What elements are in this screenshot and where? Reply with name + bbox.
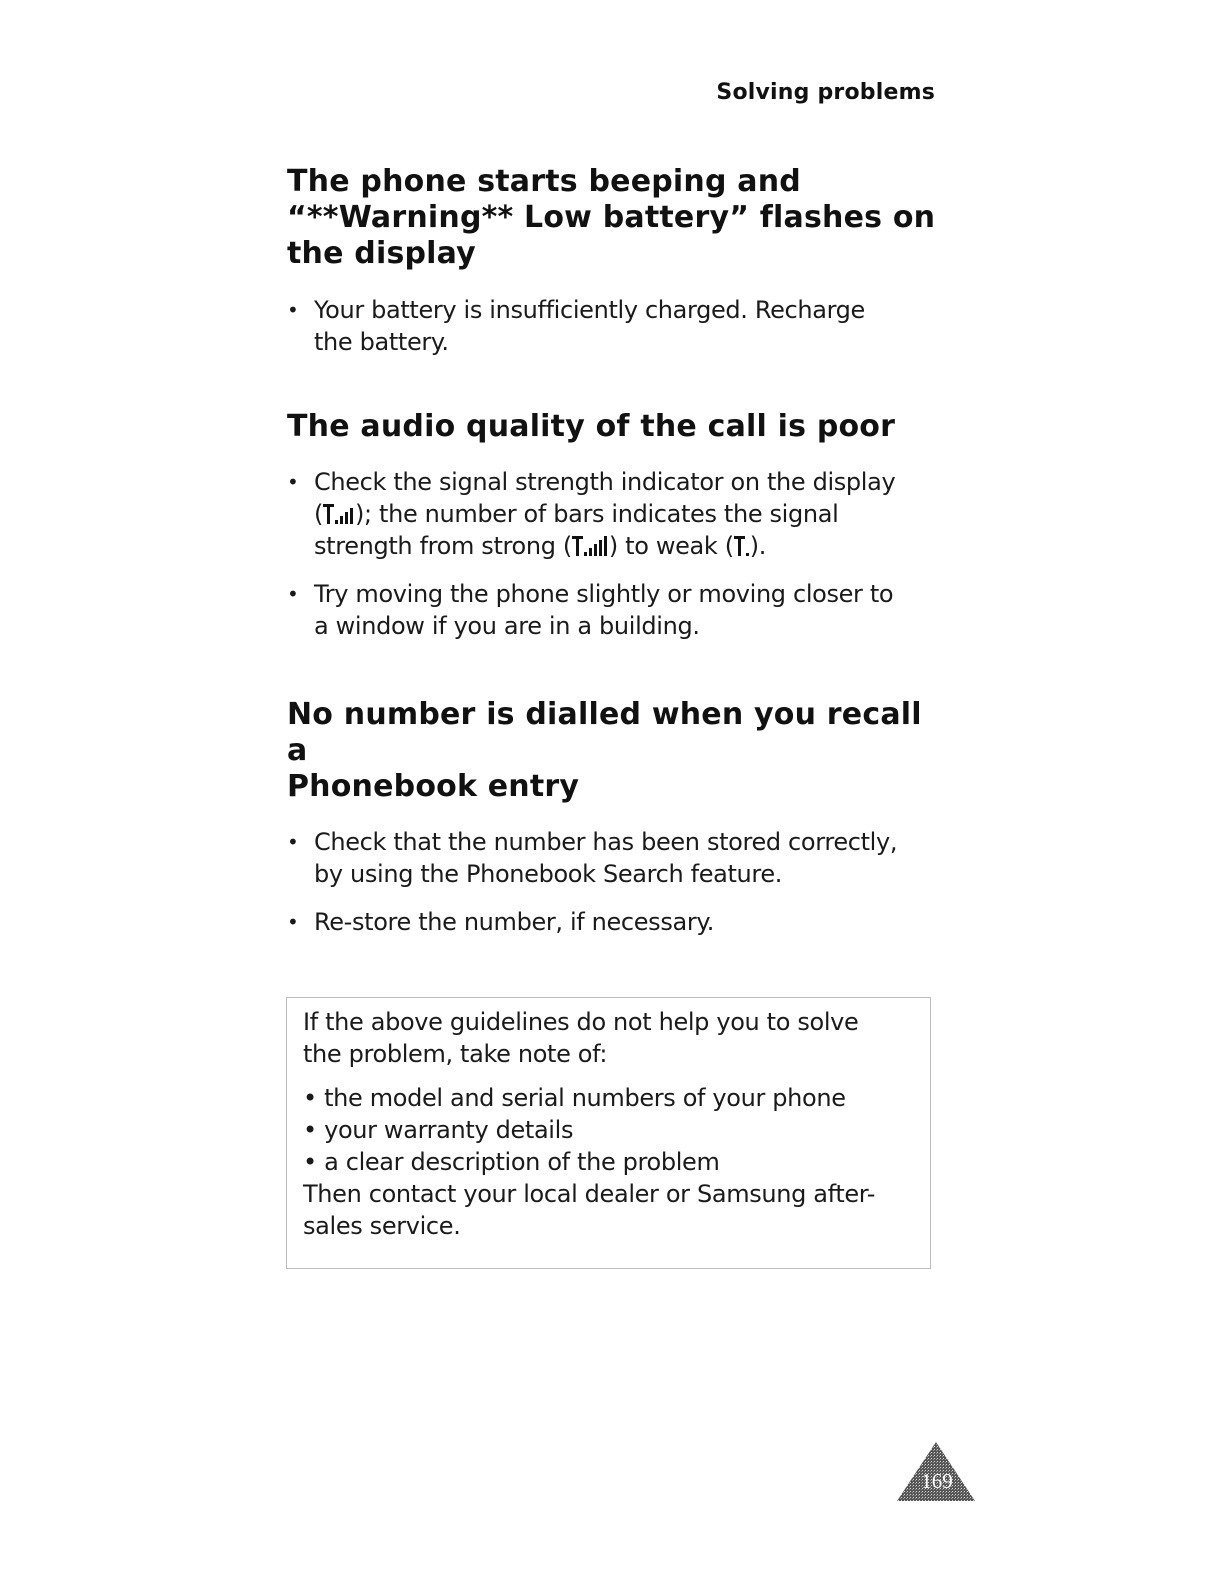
heading-line: The audio quality of the call is poor [287, 409, 896, 444]
page-number-badge [895, 1440, 977, 1502]
bullet-icon: • [287, 582, 299, 606]
note-line: Then contact your local dealer or Samsung after- [303, 1180, 876, 1208]
page-number: 169 [921, 1469, 953, 1493]
heading-line: the display [287, 236, 476, 271]
section-heading [287, 697, 947, 805]
note-content [303, 1006, 928, 1242]
list-item [287, 294, 947, 358]
bullet-list [287, 294, 947, 358]
heading-line: Phonebook entry [287, 769, 580, 804]
signal-strength-full-icon [572, 535, 609, 557]
list-item [287, 578, 947, 642]
signal-strength-none-icon [734, 535, 750, 557]
bullet-icon: • [287, 470, 299, 494]
list-item-text: Re-store the number, if necessary. [314, 908, 715, 936]
note-line: sales service. [303, 1212, 461, 1240]
note-line: If the above guidelines do not help you to solve [303, 1008, 859, 1036]
section-low-battery [287, 164, 947, 358]
section-heading [287, 164, 947, 272]
note-box [286, 997, 931, 1269]
note-item: • a clear description of the problem [303, 1148, 720, 1176]
list-item-text: Check the signal strength indicator on the display [314, 468, 896, 496]
note-items [303, 1082, 928, 1178]
list-item-text: Your battery is insufficiently charged. Recharge [314, 296, 865, 324]
list-item [287, 906, 947, 938]
heading-line: The phone starts beeping and [287, 164, 801, 199]
bullet-icon: • [287, 830, 299, 854]
heading-line: “**Warning** Low battery” flashes on [287, 200, 936, 235]
open-paren: ( [314, 500, 324, 528]
list-item-text: Try moving the phone slightly or moving closer to [314, 580, 894, 608]
note-intro [303, 1006, 928, 1070]
list-item-text: strength from strong ( [314, 532, 572, 560]
list-item [287, 826, 947, 890]
bullet-icon: • [287, 298, 299, 322]
note-item: • your warranty details [303, 1116, 574, 1144]
list-item-text: ); the number of bars indicates the signal [355, 500, 839, 528]
section-phonebook-entry [287, 697, 947, 938]
list-item-text: Check that the number has been stored correctly, [314, 828, 898, 856]
list-item-text: the battery. [314, 328, 449, 356]
note-item: • the model and serial numbers of your phone [303, 1084, 846, 1112]
section-audio-quality [287, 409, 947, 642]
list-item-text: ) to weak ( [608, 532, 734, 560]
list-item-text: by using the Phonebook Search feature. [314, 860, 783, 888]
signal-strength-medium-icon [323, 503, 355, 525]
list-item-text: ). [749, 532, 767, 560]
section-heading [287, 409, 947, 445]
note-closing [303, 1178, 928, 1242]
list-item-text: a window if you are in a building. [314, 612, 700, 640]
bullet-list [287, 466, 947, 642]
bullet-icon: • [287, 910, 299, 934]
note-line: the problem, take note of: [303, 1040, 608, 1068]
heading-line: No number is dialled when you recall a [287, 697, 922, 768]
bullet-list [287, 826, 947, 938]
running-header: Solving problems [716, 80, 935, 105]
list-item [287, 466, 947, 562]
